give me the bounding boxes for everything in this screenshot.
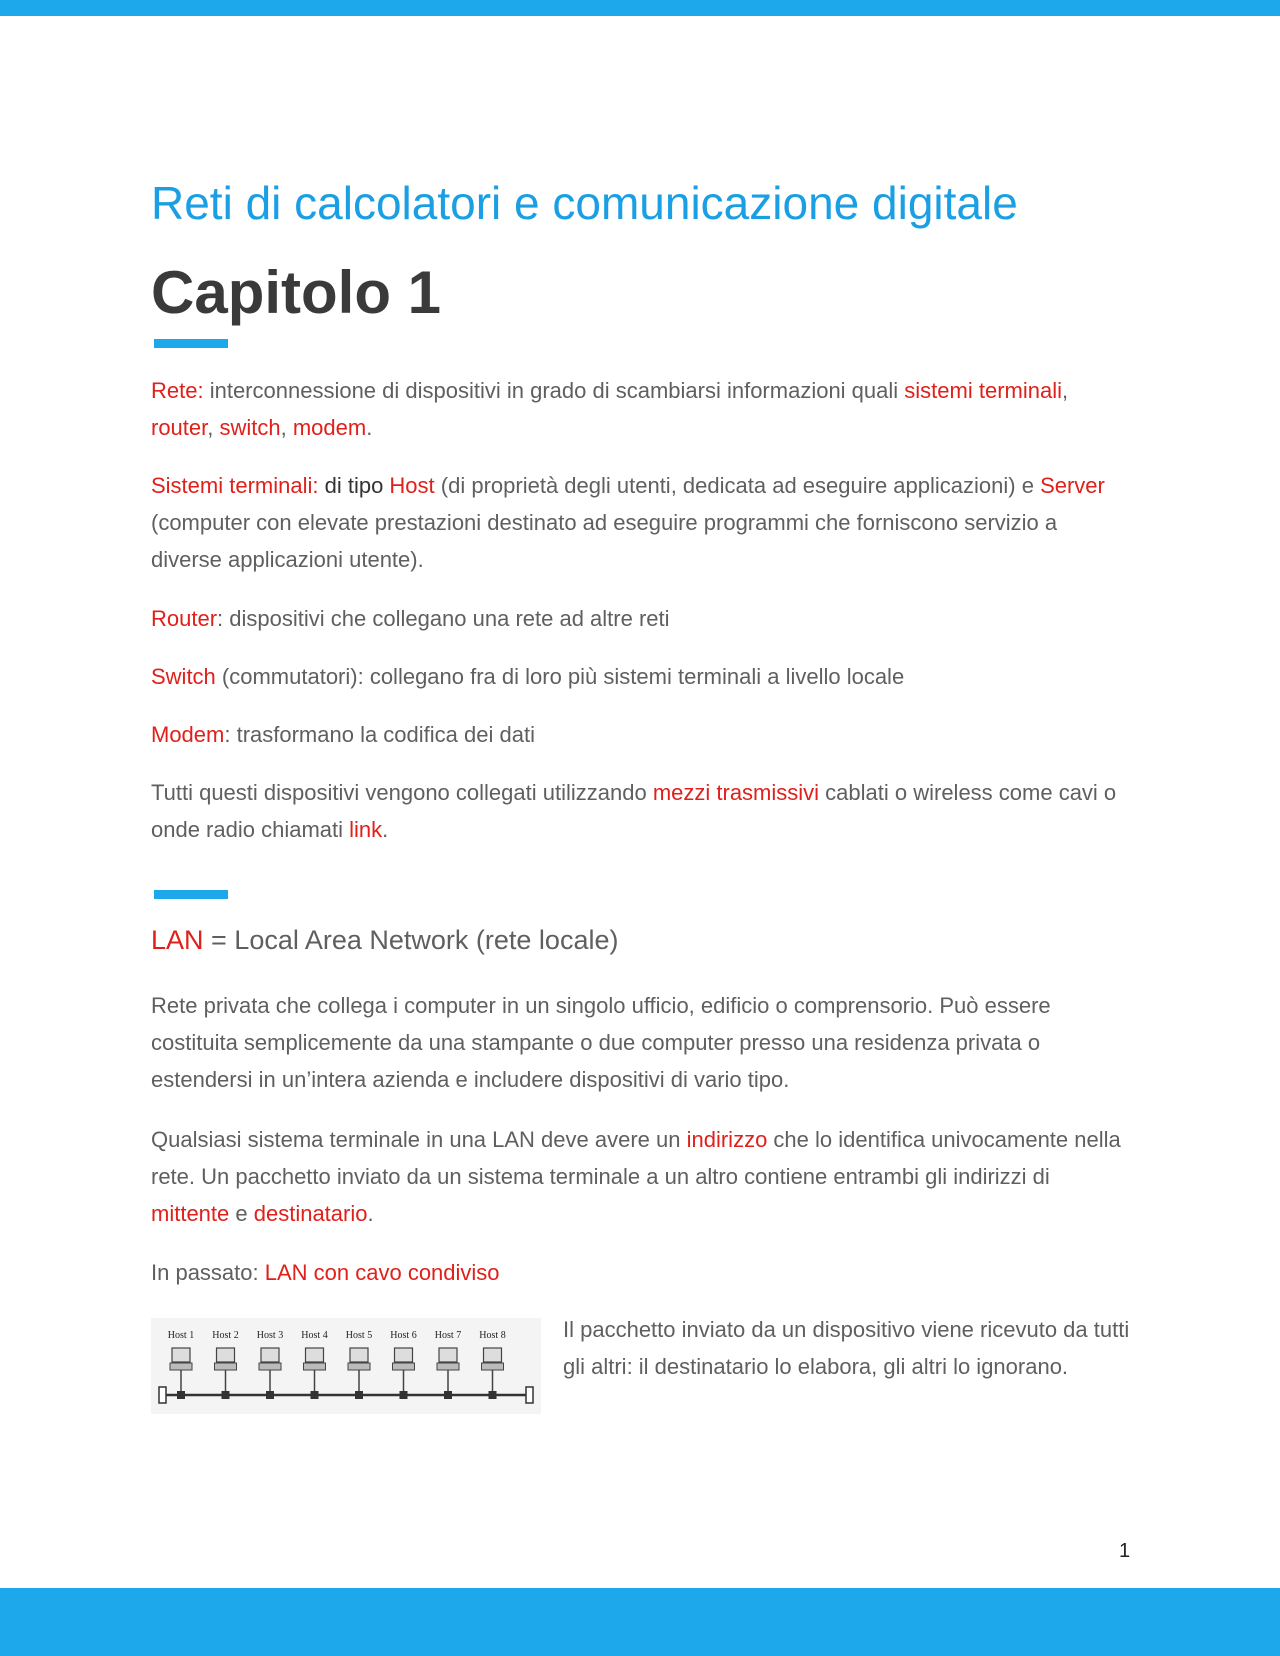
bus-tap <box>311 1391 319 1399</box>
term-host: Host <box>389 473 435 498</box>
host-keyboard-icon <box>259 1363 281 1370</box>
host-label: Host 6 <box>390 1330 417 1341</box>
term-sistemi-terminali: Sistemi terminali: <box>151 473 319 498</box>
host-computer-icon <box>172 1348 190 1362</box>
host-computer-icon <box>306 1348 324 1362</box>
text: (commutatori): collegano fra di loro più sistemi terminali a livello locale <box>215 664 905 689</box>
text: , <box>280 415 293 440</box>
text: (di proprietà degli utenti, dedicata ad eseguire applicazioni) e <box>434 473 1041 498</box>
term-modem: modem <box>292 415 367 440</box>
host-label: Host 1 <box>167 1330 195 1341</box>
text: che lo identifica univocamente nella rete. Un pacchetto inviato da un sistema terminale a un altro contiene entrambi gli indirizzi di <box>151 1127 1121 1189</box>
text: . <box>366 415 373 440</box>
paragraph-link <box>151 774 1131 848</box>
text: Rete privata che collega i computer in un singolo ufficio, edificio o comprensorio. Può essere costituita semplicemente da una stampante o due computer presso una residenza privata o estendersi in un’intera azienda e includere dispositivi di vario tipo. <box>151 993 1051 1092</box>
host-label: Host 4 <box>301 1330 328 1341</box>
bus-tap <box>222 1391 230 1399</box>
paragraph-modem <box>151 716 1131 753</box>
term-mittente: mittente <box>151 1201 230 1226</box>
chapter-title: Capitolo 1 <box>151 259 442 326</box>
text: (computer con elevate prestazioni destinato ad eseguire programmi che forniscono servizio a diverse applicazioni utente). <box>151 510 1058 572</box>
bottom-bar <box>0 1588 1280 1656</box>
cable-terminator-right <box>526 1387 533 1403</box>
paragraph-sistemi-terminali <box>151 467 1131 578</box>
host-label: Host 3 <box>256 1330 284 1341</box>
text: interconnessione di dispositivi in grado di scambiarsi informazioni quali <box>203 378 905 403</box>
bus-tap <box>177 1391 185 1399</box>
section-accent-line <box>154 890 228 899</box>
host-computer-icon <box>350 1348 368 1362</box>
host-computer-icon <box>484 1348 502 1362</box>
term-switch: switch <box>219 415 281 440</box>
host-keyboard-icon <box>393 1363 415 1370</box>
host-computer-icon <box>217 1348 235 1362</box>
text: Qualsiasi sistema terminale in una LAN deve avere un <box>151 1127 687 1152</box>
host-computer-icon <box>395 1348 413 1362</box>
text: , <box>1061 378 1069 403</box>
text: In passato: <box>151 1260 265 1285</box>
text: : dispositivi che collegano una rete ad altre reti <box>217 606 670 631</box>
host-keyboard-icon <box>437 1363 459 1370</box>
term-rete: Rete: <box>151 378 204 403</box>
term-switch: Switch <box>151 664 216 689</box>
term-server: Server <box>1040 473 1105 498</box>
host-label: Host 8 <box>479 1330 506 1341</box>
paragraph-in-passato <box>151 1254 1131 1291</box>
bus-tap <box>400 1391 408 1399</box>
paragraph-rete <box>151 372 1131 446</box>
host-keyboard-icon <box>215 1363 237 1370</box>
shared-cable-lan-diagram <box>151 1318 541 1414</box>
term-router: router <box>151 415 208 440</box>
host-label: Host 7 <box>434 1330 462 1341</box>
host-computer-icon <box>261 1348 279 1362</box>
paragraph-indirizzo <box>151 1121 1131 1232</box>
document-subtitle: Reti di calcolatori e comunicazione digitale <box>151 177 1018 229</box>
text: = Local Area Network (rete locale) <box>203 925 619 955</box>
figure-caption: Il pacchetto inviato da un dispositivo viene ricevuto da tutti gli altri: il destinatario lo elabora, gli altri lo ignorano. <box>563 1317 1130 1379</box>
lan-diagram-svg <box>151 1318 541 1414</box>
text: cablati o wireless come cavi o onde radio chiamati <box>151 780 1117 842</box>
title-accent-line <box>154 339 228 348</box>
term-lan: LAN <box>151 925 204 955</box>
bus-tap <box>444 1391 452 1399</box>
text: . <box>367 1201 374 1226</box>
host-keyboard-icon <box>482 1363 504 1370</box>
text: di tipo <box>318 473 390 498</box>
top-bar <box>0 0 1280 16</box>
text: , <box>207 415 220 440</box>
bus-tap <box>266 1391 274 1399</box>
page-number: 1 <box>1119 1540 1131 1562</box>
paragraph-switch <box>151 658 1131 695</box>
text: e <box>229 1201 254 1226</box>
paragraph-lan-description <box>151 987 1131 1098</box>
bus-tap <box>489 1391 497 1399</box>
host-keyboard-icon <box>348 1363 370 1370</box>
host-label: Host 5 <box>345 1330 373 1341</box>
bus-tap <box>355 1391 363 1399</box>
host-keyboard-icon <box>170 1363 192 1370</box>
host-label: Host 2 <box>212 1330 239 1341</box>
term-link: link <box>349 817 383 842</box>
term-sistemi-terminali: sistemi terminali <box>904 378 1062 403</box>
text: : trasformano la codifica dei dati <box>224 722 535 747</box>
term-modem: Modem <box>151 722 225 747</box>
term-lan-cavo-condiviso: LAN con cavo condiviso <box>264 1260 500 1285</box>
text: Tutti questi dispositivi vengono collegati utilizzando <box>151 780 653 805</box>
section-heading-lan <box>151 925 618 956</box>
paragraph-router <box>151 600 1131 637</box>
host-keyboard-icon <box>304 1363 326 1370</box>
term-mezzi-trasmissivi: mezzi trasmissivi <box>652 780 820 805</box>
term-indirizzo: indirizzo <box>686 1127 768 1152</box>
host-computer-icon <box>439 1348 457 1362</box>
cable-terminator-left <box>159 1387 166 1403</box>
term-router: Router <box>151 606 218 631</box>
term-destinatario: destinatario <box>253 1201 368 1226</box>
text: . <box>382 817 389 842</box>
